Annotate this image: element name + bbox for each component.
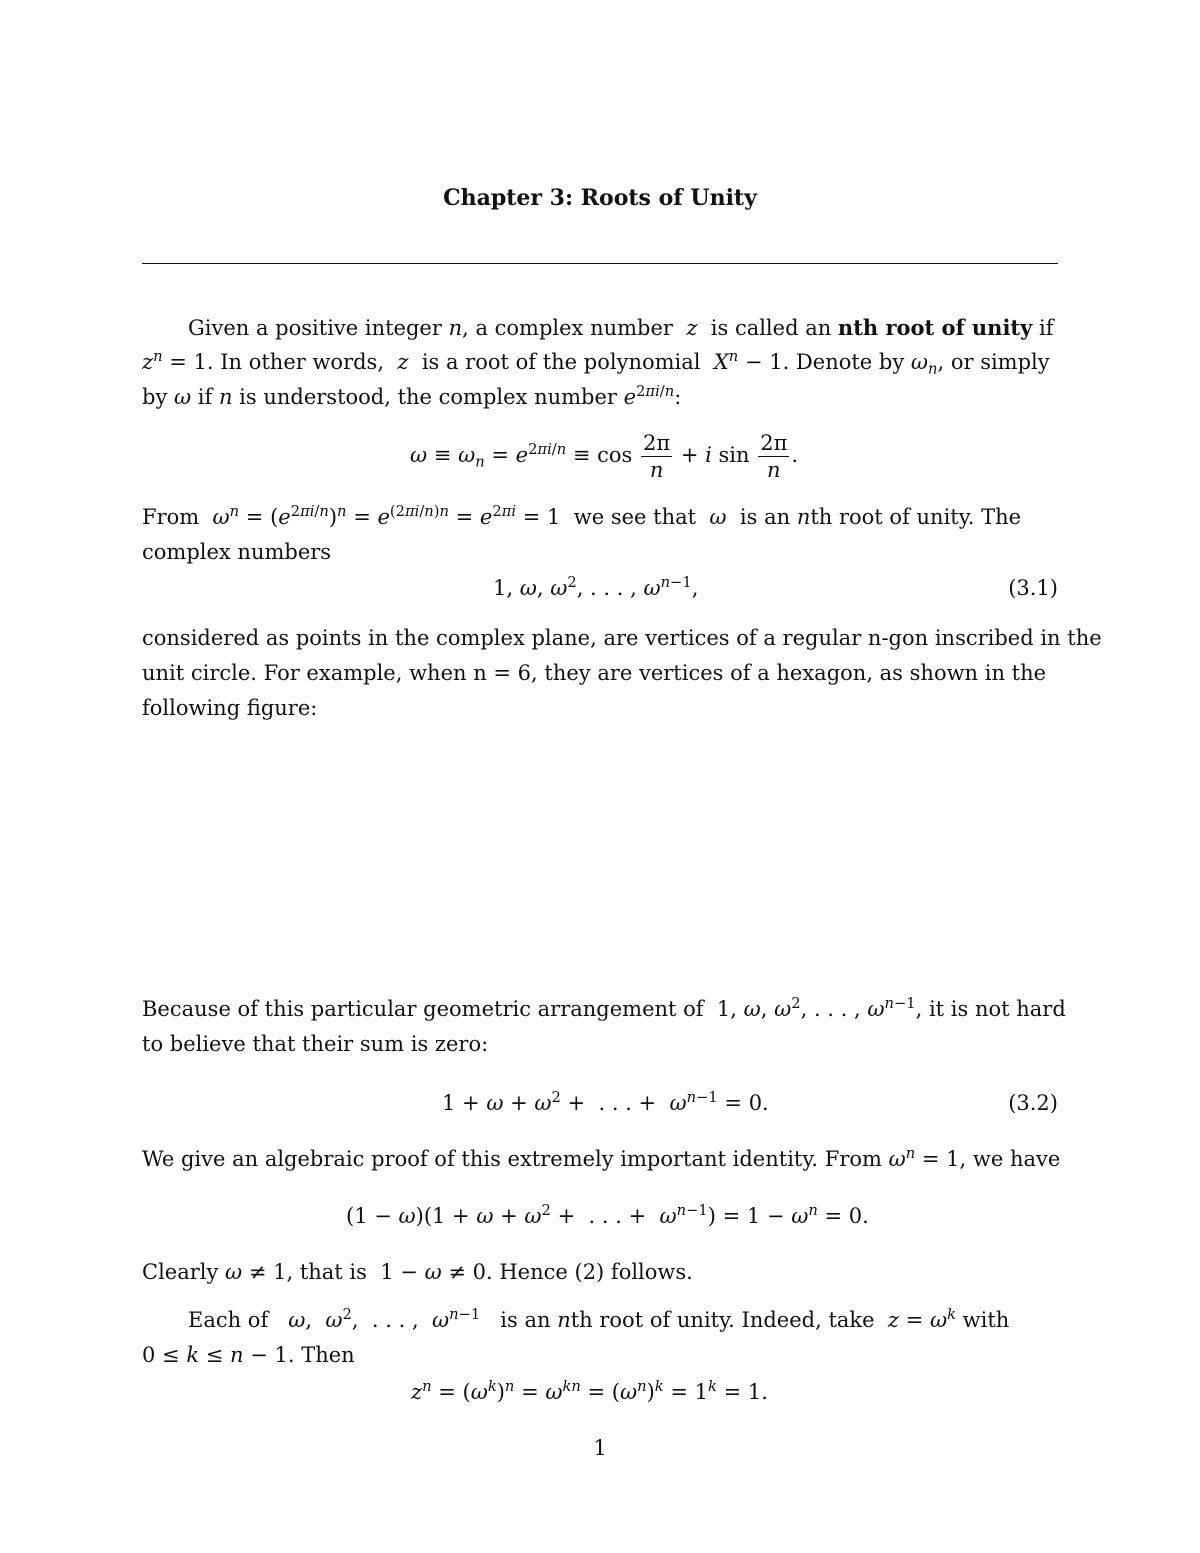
para1-line2: $z^n = 1$. In other words, z is a root of the polynomial $X^n - 1$. Denote by $\omega_n$, or simply: [142, 347, 1050, 378]
equation-3-1: 1, ω, $\omega^2$, . . . , $\omega^{n-1}$,: [493, 573, 699, 600]
hexagon-figure-area: [142, 735, 1058, 985]
page-number: 1: [593, 1436, 607, 1460]
equation-3-1-label: (3.1): [1008, 576, 1058, 600]
horizontal-rule: [142, 263, 1058, 264]
para4-line2: to believe that their sum is zero:: [142, 1032, 489, 1056]
para4-line1: Because of this particular geometric arrangement of 1, ω, $\omega^2$, . . . , $\omega^{n-1}$, it is not hard: [142, 994, 1066, 1021]
para3-line3: following figure:: [142, 696, 318, 720]
product-equation: $(1 - \omega)(1 + \omega + \omega^2$ + . . . + $\omega^{n-1}) = 1 - \omega^n = 0$.: [346, 1201, 869, 1228]
para1-line3: by ω if n is understood, the complex number $e^{2\pi i/n}$:: [142, 382, 682, 409]
chapter-title: Chapter 3: Roots of Unity: [443, 185, 757, 211]
para2-line1: From $\omega^n = (e^{2\pi i/n})^n = e^{(2\pi i/n)n} = e^{2\pi i} = 1$ we see that ω is an nth root of unity. The: [142, 502, 1022, 529]
equation-3-2: $1 + \omega + \omega^2$ + . . . + $\omega^{n-1} = 0$.: [442, 1088, 769, 1115]
omega-definition-equation: $\omega \equiv \omega_n = e^{2\pi i/n} \equiv \cos$ $\frac{2\pi}{n}$ + i sin $\frac{2\pi}{n}$ .: [410, 431, 799, 482]
final-equation: $z^n = (\omega^k)^n = \omega^{kn} = (\omega^n)^k = 1^k = 1$.: [411, 1377, 768, 1404]
para7-line1: Each of ω, $\omega^2$, . . . , $\omega^{n-1}$ is an nth root of unity. Indeed, take $z = \omega^k$ with: [188, 1305, 1010, 1332]
para1-line1: Given a positive integer n, a complex number z is called an nth root of unity if: [188, 315, 1054, 340]
para5-line: We give an algebraic proof of this extremely important identity. From $\omega^n = 1$, we have: [142, 1144, 1061, 1171]
para3-line2: unit circle. For example, when n = 6, they are vertices of a hexagon, as shown in the: [142, 661, 1047, 685]
equation-3-2-label: (3.2): [1008, 1091, 1058, 1115]
term-nth-root-of-unity: nth root of unity: [837, 315, 1033, 340]
para7-line2: 0 ≤ k ≤ n − 1. Then: [142, 1343, 355, 1367]
para2-line2: complex numbers: [142, 540, 332, 564]
para3-line1: considered as points in the complex plane, are vertices of a regular n-gon inscribed in the: [142, 626, 1102, 650]
para6-line: Clearly ω ≠ 1, that is 1 − ω ≠ 0. Hence (2) follows.: [142, 1260, 693, 1284]
